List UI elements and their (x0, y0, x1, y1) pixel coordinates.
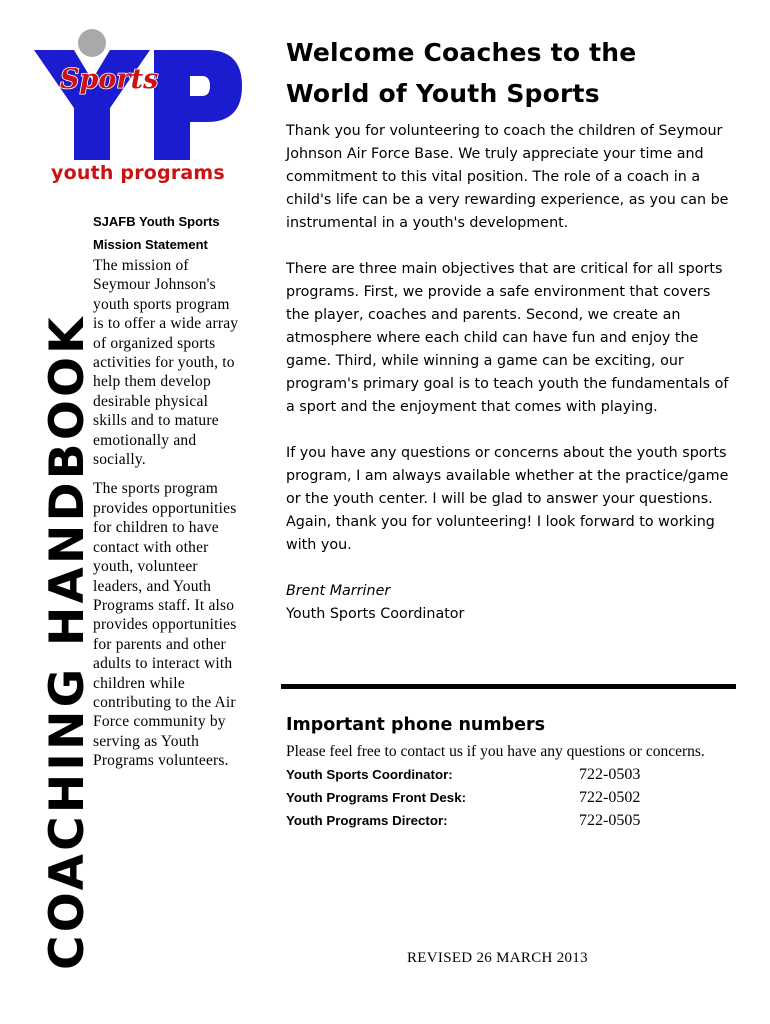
page-title-line2: World of Youth Sports (286, 79, 600, 108)
phone-number: 722-0503 (579, 766, 641, 783)
page-title-line1: Welcome Coaches to the (286, 38, 637, 67)
welcome-paragraph-1: Thank you for volunteering to coach the children of Seymour Johnson Air Force Base. We truly appreciate your time and commitment to this vital position. The role of a coach in a child's life can be a very rewarding experience, as you can be instrumental in a youth's development. (286, 123, 729, 231)
logo-sports-text: Sports (60, 64, 159, 95)
phone-number: 722-0505 (579, 812, 641, 829)
coaching-handbook-banner: COACHING HANDBOOK (40, 314, 95, 970)
mission-heading-line2: Mission Statement (93, 237, 208, 252)
phone-row (286, 789, 736, 812)
phone-intro: Please feel free to contact us if you have any questions or concerns. (286, 743, 705, 760)
welcome-paragraph-2: There are three main objectives that are critical for all sports programs. First, we provide a safe environment that covers the player, coaches and parents. Second, we create an atmosphere where each child can have fun and enjoy the game. Third, while winning a game can be exciting, our program's primary goal is to teach youth the fundamentals of a sport and the enjoyment that comes with playing. (286, 261, 729, 415)
mission-paragraph-1: The mission of Seymour Johnson's youth sports program is to offer a wide array of organized sports activities for youth, to help them develop desirable physical skills and to mature emotionally and socially. (93, 257, 239, 469)
phone-numbers-section (286, 712, 736, 835)
logo-tagline: youth programs (51, 162, 225, 184)
signature-name: Brent Marriner (286, 583, 391, 599)
mission-heading (93, 210, 243, 256)
logo-letter-p (154, 50, 242, 160)
yp-logo-graphic (32, 28, 242, 168)
mission-paragraph-2: The sports program provides opportunities for children to have contact with other youth, volunteer leaders, and Youth Programs staff. It also provides opportunities for parents and other adults to interact with children while contributing to the Air Force community by serving as Youth Programs volunteers. (93, 480, 237, 770)
phone-number: 722-0502 (579, 789, 641, 806)
phone-label: Youth Programs Front Desk: (286, 790, 467, 805)
welcome-section (286, 32, 736, 626)
phone-label: Youth Programs Director: (286, 813, 448, 828)
welcome-paragraph-3: If you have any questions or concerns about the youth sports program, I am always available whether at the practice/game or the youth center. I will be glad to answer your questions. Again, thank you for volunteering! I look forward to working with you. (286, 445, 729, 553)
welcome-body (286, 120, 736, 626)
phone-row (286, 812, 736, 835)
page-title (286, 32, 736, 114)
revised-date: REVISED 26 MARCH 2013 (407, 950, 588, 966)
mission-heading-line1: SJAFB Youth Sports (93, 214, 220, 229)
logo-ball (78, 29, 106, 57)
phone-label: Youth Sports Coordinator: (286, 767, 453, 782)
signature-title: Youth Sports Coordinator (286, 606, 465, 622)
phone-row (286, 766, 736, 789)
phone-heading: Important phone numbers (286, 715, 546, 735)
mission-statement-sidebar (93, 210, 243, 781)
section-divider (281, 684, 736, 689)
